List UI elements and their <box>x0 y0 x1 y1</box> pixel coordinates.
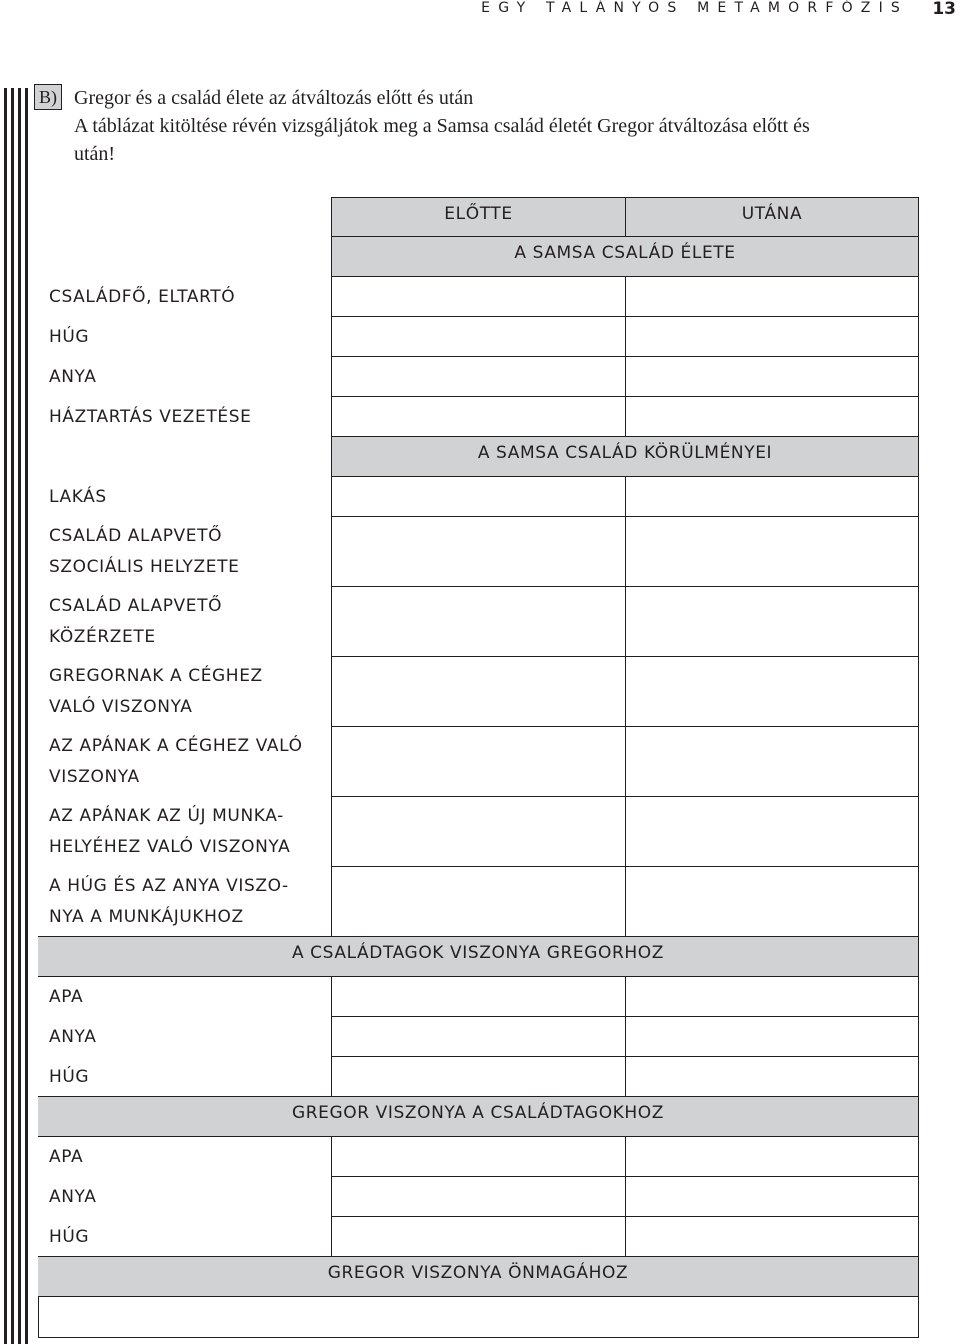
answer-cell-after[interactable] <box>625 1216 919 1257</box>
running-head <box>0 0 960 24</box>
row-label-line: ANYA <box>49 1027 97 1047</box>
row-label-line: KÖZÉRZETE <box>49 627 156 647</box>
answer-cell-before[interactable] <box>331 276 626 317</box>
row-label-line: ANYA <box>49 367 97 387</box>
answer-cell-after[interactable] <box>625 726 919 797</box>
answer-area-self[interactable] <box>38 1296 919 1338</box>
answer-cell-after[interactable] <box>625 316 919 357</box>
row-label <box>38 397 331 437</box>
answer-cell-before[interactable] <box>331 316 626 357</box>
row-label-line: GREGORNAK A CÉGHEZ <box>49 666 263 686</box>
row-label <box>38 727 331 797</box>
answer-cell-before[interactable] <box>331 1216 626 1257</box>
answer-cell-after[interactable] <box>625 276 919 317</box>
row-label <box>38 977 331 1017</box>
row-label <box>38 1217 331 1257</box>
answer-cell-after[interactable] <box>625 1056 919 1097</box>
row-label <box>38 867 331 937</box>
answer-cell-before[interactable] <box>331 976 626 1017</box>
row-label-line: SZOCIÁLIS HELYZETE <box>49 557 240 577</box>
section-header: A SAMSA CSALÁD ÉLETE <box>331 236 919 277</box>
row-label <box>38 317 331 357</box>
row-label <box>38 797 331 867</box>
row-label-line: HÚG <box>49 1227 90 1247</box>
section-header: GREGOR VISZONYA A CSALÁDTAGOKHOZ <box>38 1096 919 1137</box>
row-label-line: ANYA <box>49 1187 97 1207</box>
task-text <box>74 84 934 168</box>
answer-cell-after[interactable] <box>625 976 919 1017</box>
answer-cell-before[interactable] <box>331 866 626 937</box>
answer-cell-before[interactable] <box>331 356 626 397</box>
answer-cell-before[interactable] <box>331 476 626 517</box>
row-label-line: CSALÁD ALAPVETŐ <box>49 526 223 546</box>
answer-cell-after[interactable] <box>625 586 919 657</box>
row-label <box>38 587 331 657</box>
answer-cell-after[interactable] <box>625 796 919 867</box>
row-label <box>38 1177 331 1217</box>
answer-cell-before[interactable] <box>331 586 626 657</box>
row-label-line: AZ APÁNAK A CÉGHEZ VALÓ <box>49 736 303 756</box>
margin-decoration-bars <box>4 88 34 1344</box>
row-label-line: APA <box>49 1147 84 1167</box>
answer-cell-before[interactable] <box>331 1136 626 1177</box>
task-instruction-line2: után! <box>74 143 116 165</box>
column-header-after: UTÁNA <box>625 197 919 237</box>
answer-cell-after[interactable] <box>625 516 919 587</box>
answer-cell-before[interactable] <box>331 1016 626 1057</box>
task-instruction-line1: A táblázat kitöltése révén vizsgáljátok meg a Samsa család életét Gregor átváltozása előtt és <box>74 115 810 137</box>
worksheet-table <box>38 197 919 1339</box>
row-label <box>38 517 331 587</box>
answer-cell-before[interactable] <box>331 396 626 437</box>
answer-cell-before[interactable] <box>331 1056 626 1097</box>
task-badge: B) <box>34 84 62 110</box>
row-label <box>38 1057 331 1097</box>
answer-cell-before[interactable] <box>331 726 626 797</box>
section-header: GREGOR VISZONYA ÖNMAGÁHOZ <box>38 1256 919 1297</box>
answer-cell-before[interactable] <box>331 1176 626 1217</box>
row-label <box>38 657 331 727</box>
row-label <box>38 1017 331 1057</box>
answer-cell-after[interactable] <box>625 476 919 517</box>
row-label <box>38 1137 331 1177</box>
row-label <box>38 357 331 397</box>
row-label-line: CSALÁDFŐ, ELTARTÓ <box>49 287 236 307</box>
row-label-line: HÚG <box>49 1067 90 1087</box>
row-label-line: HELYÉHEZ VALÓ VISZONYA <box>49 837 291 857</box>
answer-cell-after[interactable] <box>625 656 919 727</box>
answer-cell-after[interactable] <box>625 396 919 437</box>
answer-cell-after[interactable] <box>625 866 919 937</box>
answer-cell-after[interactable] <box>625 1176 919 1217</box>
section-header: A CSALÁDTAGOK VISZONYA GREGORHOZ <box>38 936 919 977</box>
row-label-line: CSALÁD ALAPVETŐ <box>49 596 223 616</box>
answer-cell-after[interactable] <box>625 356 919 397</box>
answer-cell-after[interactable] <box>625 1136 919 1177</box>
row-label-line: HÁZTARTÁS VEZETÉSE <box>49 407 252 427</box>
answer-cell-before[interactable] <box>331 656 626 727</box>
running-title: EGY TALÁNYOS METAMORFÓZIS <box>481 0 908 16</box>
row-label-line: APA <box>49 987 84 1007</box>
answer-cell-after[interactable] <box>625 1016 919 1057</box>
row-label <box>38 277 331 317</box>
section-header: A SAMSA CSALÁD KÖRÜLMÉNYEI <box>331 436 919 477</box>
task-title: Gregor és a család élete az átváltozás előtt és után <box>74 87 474 109</box>
answer-cell-before[interactable] <box>331 516 626 587</box>
column-header-before: ELŐTTE <box>331 197 626 237</box>
row-label-line: NYA A MUNKÁJUKHOZ <box>49 907 244 927</box>
row-label-line: A HÚG ÉS AZ ANYA VISZO- <box>49 876 289 896</box>
row-label-line: AZ APÁNAK AZ ÚJ MUNKA- <box>49 806 284 826</box>
answer-cell-before[interactable] <box>331 796 626 867</box>
row-label-line: VISZONYA <box>49 767 140 787</box>
row-label-line: LAKÁS <box>49 487 107 507</box>
page-number: 13 <box>932 0 956 19</box>
row-label-line: VALÓ VISZONYA <box>49 697 193 717</box>
row-label-line: HÚG <box>49 327 90 347</box>
row-label <box>38 477 331 517</box>
